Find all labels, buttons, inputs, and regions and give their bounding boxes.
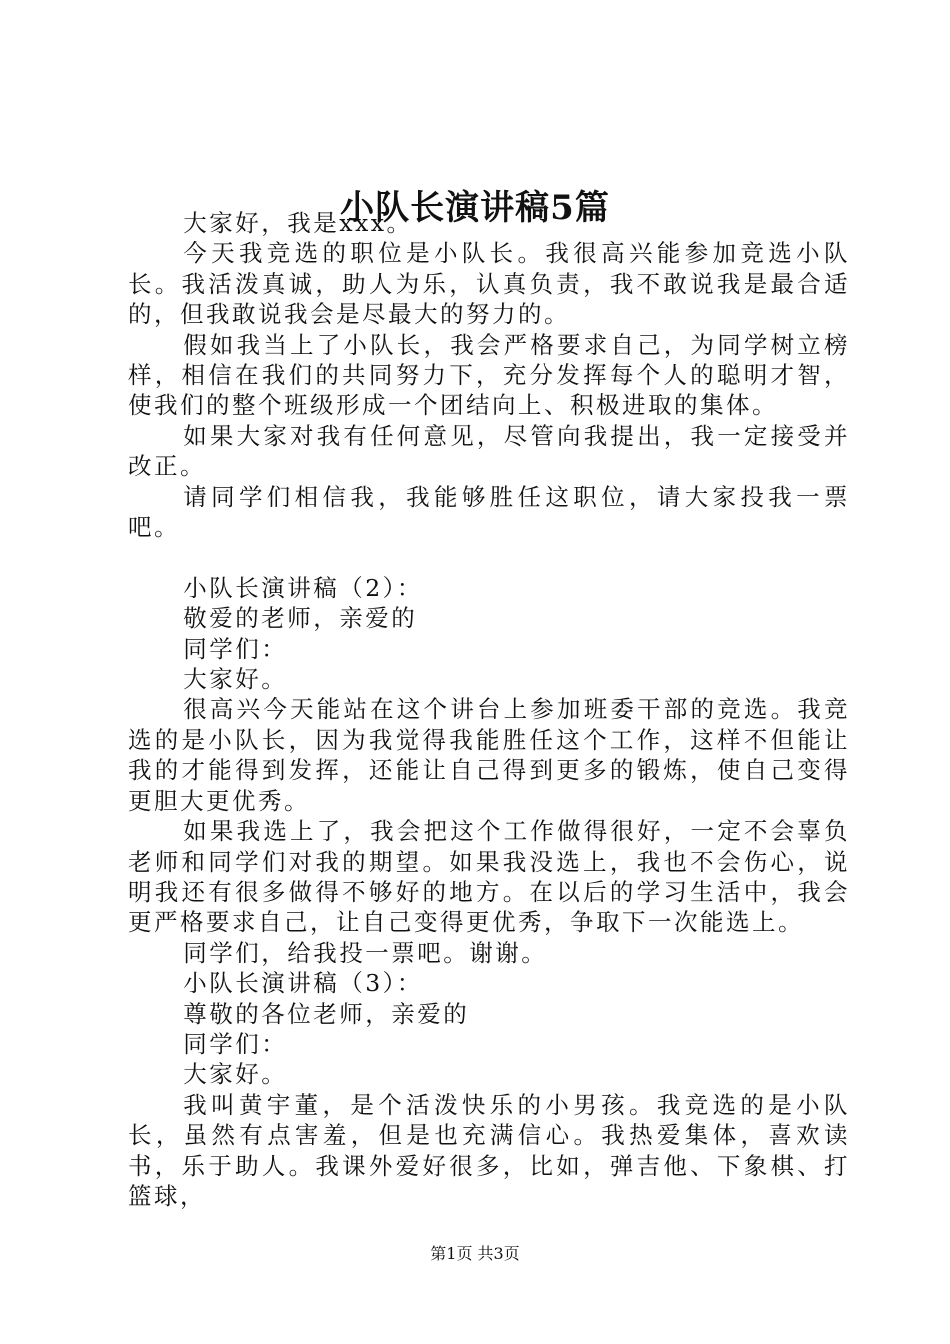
paragraph: 同学们，给我投一票吧。谢谢。 [183,938,548,967]
salutation: 敬爱的老师，亲爱的 [183,604,418,633]
salutation: 尊敬的各位老师，亲爱的 [183,999,470,1028]
paragraph: 很高兴今天能站在这个讲台上参加班委干部的竞选。我竞选的是小队长，因为我觉得我能胜任这个工作，这样不但能让我的才能得到发挥，还能让自己得到更多的锻炼，使自己变得更胆大更优秀。 [128,695,850,815]
paragraph: 如果我选上了，我会把这个工作做得很好，一定不会辜负老师和同学们对我的期望。如果我没选上，我也不会伤心，说明我还有很多做得不够好的地方。在以后的学习生活中，我会更严格要求自己，让自己变得更优秀，争取下一次能选上。 [128,817,850,937]
section-heading: 小队长演讲稿（3）： [183,969,423,998]
paragraph: 大家好，我是xxx。 [183,209,413,237]
paragraph: 请同学们相信我，我能够胜任这职位，请大家投我一票吧。 [128,482,850,542]
section-heading: 小队长演讲稿（2）： [183,573,423,602]
paragraph: 今天我竞选的职位是小队长。我很高兴能参加竞选小队长。我活泼真诚，助人为乐，认真负责，我不敢说我是最合适的，但我敢说我会是尽最大的努力的。 [128,239,850,329]
paragraph: 如果大家对我有任何意见，尽管向我提出，我一定接受并改正。 [128,421,850,481]
blank-line [128,542,850,572]
paragraph: 我叫黄宇董，是个活泼快乐的小男孩。我竞选的是小队长，虽然有点害羞，但是也充满信心。我热爱集体，喜欢读书，乐于助人。我课外爱好很多，比如，弹吉他、下象棋、打篮球， [128,1090,850,1210]
salutation: 同学们： [183,1029,288,1058]
document-body [128,208,850,1211]
greeting: 大家好。 [183,1060,288,1089]
document-title: 小队长演讲稿5篇 [340,188,610,228]
greeting: 大家好。 [183,665,288,694]
salutation: 同学们： [183,634,288,663]
paragraph: 假如我当上了小队长，我会严格要求自己，为同学树立榜样，相信在我们的共同努力下，充分发挥每个人的聪明才智，使我们的整个班级形成一个团结向上、积极进取的集体。 [128,330,850,420]
page-number-footer: 第1页 共3页 [430,1244,520,1263]
